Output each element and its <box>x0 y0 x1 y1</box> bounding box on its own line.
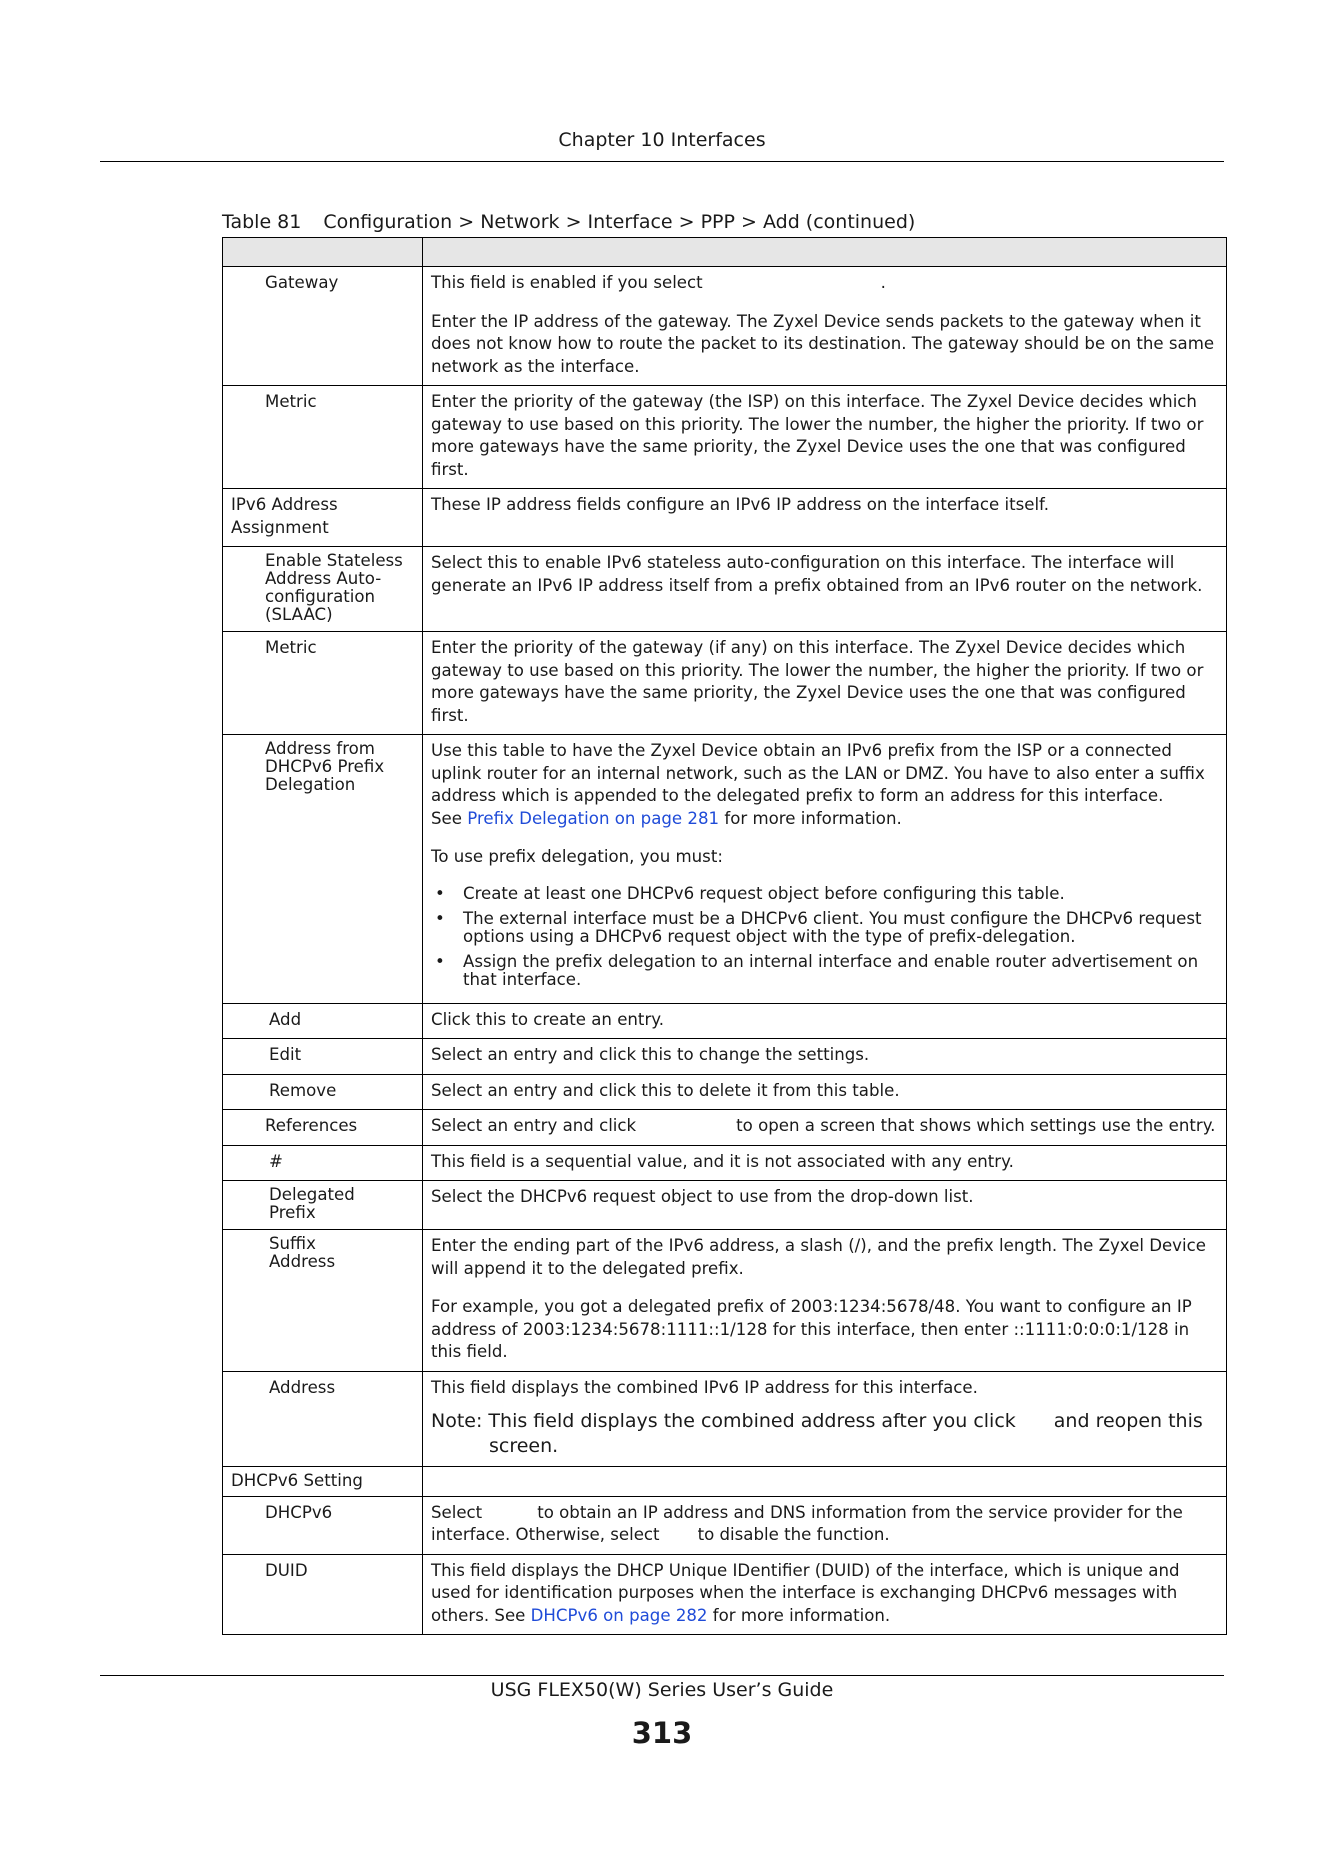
row-description <box>423 267 1227 386</box>
row-description <box>423 489 1227 547</box>
desc-text: See <box>494 1605 526 1625</box>
row-description <box>423 1230 1227 1372</box>
prefix-delegation-link[interactable]: Prefix Delegation on page 281 <box>467 808 720 828</box>
desc-text: Select an entry and click <box>431 1116 637 1135</box>
row-description: Click this to create an entry. <box>423 1003 1227 1039</box>
table-row <box>223 1371 1227 1467</box>
page-number: 313 <box>631 1716 693 1750</box>
table-title: Configuration > Network > Interface > PPP > Add (continued) <box>323 211 916 233</box>
row-label: Address from DHCPv6 Prefix Delegation <box>223 735 423 1004</box>
desc-text: for more information. <box>712 1605 891 1625</box>
desc-text: See <box>431 808 462 828</box>
row-description <box>423 1371 1227 1467</box>
row-label: Metric <box>223 386 423 489</box>
row-label: DHCPv6 Setting <box>223 1467 423 1497</box>
row-description <box>423 632 1227 735</box>
row-label: DHCPv6 <box>223 1496 423 1554</box>
row-description <box>423 1554 1227 1635</box>
note-box <box>431 1409 1218 1459</box>
row-description <box>423 735 1227 1004</box>
desc-text: . <box>880 273 886 292</box>
note-text: and reopen this <box>1053 1410 1203 1432</box>
desc-text: to disable the function. <box>697 1525 890 1544</box>
desc-text: Select this to enable IPv6 stateless auto-configuration on this interface. The interface will generate an IPv6 IP address itself from a prefix obtained from an IPv6 router on the network. <box>431 553 1203 595</box>
list-item: • Assign the prefix delegation to an internal interface and enable router advertisement on that interface. <box>463 953 1218 989</box>
row-label: IPv6 Address Assignment <box>223 489 423 547</box>
table-row <box>223 735 1227 1004</box>
table-row <box>223 1110 1227 1146</box>
row-description: Select an entry and click this to change the settings. <box>423 1039 1227 1075</box>
reference-table <box>222 237 1227 1635</box>
dhcpv6-link[interactable]: DHCPv6 on page 282 <box>530 1605 708 1625</box>
desc-text: These IP address fields configure an IPv6 IP address on the interface itself. <box>431 495 1049 514</box>
row-label: Metric <box>223 632 423 735</box>
row-description: Select an entry and click this to delete it from this table. <box>423 1074 1227 1110</box>
table-row <box>223 1145 1227 1181</box>
chapter-title: Chapter 10 Interfaces <box>558 129 766 151</box>
list-item: • Create at least one DHCPv6 request object before configuring this table. <box>463 885 1218 903</box>
desc-text: Select <box>431 1502 483 1522</box>
row-label <box>223 1230 423 1372</box>
desc-text: This field is enabled if you select <box>431 273 703 292</box>
table-row <box>223 1496 1227 1554</box>
desc-text: This field displays the DHCP Unique IDentifier (DUID) of the interface, which is unique and used for identification purposes when the interface is exchanging DHCPv6 messages with others. <box>431 1560 1180 1625</box>
row-description: Select the DHCPv6 request object to use from the drop-down list. <box>423 1181 1227 1230</box>
row-description <box>423 386 1227 489</box>
row-label: Gateway <box>223 267 423 386</box>
row-label: # <box>223 1145 423 1181</box>
row-description <box>423 1496 1227 1554</box>
table-row <box>223 1230 1227 1372</box>
row-label: Enable Stateless Address Auto-configuration (SLAAC) <box>223 547 423 632</box>
desc-text: This field displays the combined IPv6 IP address for this interface. <box>431 1377 978 1397</box>
table-header-row <box>223 238 1227 267</box>
desc-text: to open a screen that shows which settings use the entry. <box>736 1116 1216 1135</box>
row-description <box>423 1467 1227 1497</box>
row-label-text: Suffix Address <box>269 1234 336 1271</box>
desc-text: Enter the IP address of the gateway. The Zyxel Device sends packets to the gateway when it does not know how to route the packet to its destination. The gateway should be on the same network as the interface. <box>431 311 1215 376</box>
header-cell-description <box>423 238 1227 267</box>
table-row <box>223 1181 1227 1230</box>
table-row <box>223 1003 1227 1039</box>
row-label-text: Delegated Prefix <box>269 1185 355 1222</box>
desc-text: for more information. <box>724 808 902 828</box>
row-description: This field is a sequential value, and it is not associated with any entry. <box>423 1145 1227 1181</box>
row-label: Remove <box>223 1074 423 1110</box>
row-label <box>223 1181 423 1230</box>
table-row <box>223 547 1227 632</box>
row-description <box>423 547 1227 632</box>
row-label: Edit <box>223 1039 423 1075</box>
table-row <box>223 1074 1227 1110</box>
table-row <box>223 267 1227 386</box>
row-description <box>423 1110 1227 1146</box>
table-row <box>223 1039 1227 1075</box>
desc-text: For example, you got a delegated prefix of 2003:1234:5678/48. You want to configure an IP address of 2003:1234:5678:1111::1/128 for this interface, then enter ::1111:0:0:0:1/128 in this field. <box>431 1297 1192 1361</box>
table-number: Table 81 <box>222 211 302 233</box>
table-row <box>223 1554 1227 1635</box>
desc-text: Enter the ending part of the IPv6 address, a slash (/), and the prefix length. The Zyxel Device will append it to the delegated prefix. <box>431 1236 1206 1278</box>
footer-rule <box>100 1675 1224 1676</box>
bullet-list <box>431 885 1218 989</box>
row-label: Add <box>223 1003 423 1039</box>
desc-text: Enter the priority of the gateway (the ISP) on this interface. The Zyxel Device decides which gateway to use based on this priority. The lower the number, the higher the priority. If two or more gateways have the same priority, the Zyxel Device uses the one that was configured first. <box>431 392 1204 479</box>
row-label: Address <box>223 1371 423 1467</box>
header-rule <box>100 161 1224 162</box>
list-item: • The external interface must be a DHCPv6 client. You must configure the DHCPv6 request options using a DHCPv6 request object with the type of prefix-delegation. <box>463 910 1218 946</box>
table-row <box>223 489 1227 547</box>
note-text: screen. <box>489 1435 559 1457</box>
note-text: Note: This field displays the combined address after you click <box>431 1410 1016 1432</box>
desc-text: Enter the priority of the gateway (if any) on this interface. The Zyxel Device decides which gateway to use based on this priority. The lower the number, the higher the priority. If two or more gateways have the same priority, the Zyxel Device uses the one that was configured first. <box>431 638 1204 725</box>
guide-title: USG FLEX50(W) Series User’s Guide <box>490 1679 834 1701</box>
desc-text: to obtain an IP address and DNS information from the service provider for the interface. Otherwise, select <box>431 1502 1183 1544</box>
table-caption <box>222 211 915 233</box>
table-row <box>223 386 1227 489</box>
header-cell-label <box>223 238 423 267</box>
row-label: DUID <box>223 1554 423 1635</box>
desc-text: To use prefix delegation, you must: <box>431 847 723 866</box>
table-row <box>223 1467 1227 1497</box>
row-label: References <box>223 1110 423 1146</box>
desc-text: Use this table to have the Zyxel Device obtain an IPv6 prefix from the ISP or a connected uplink router for an internal network, such as the LAN or DMZ. You have to also enter a suffix address which is appended to the delegated prefix to form an address for this interface. <box>431 741 1205 805</box>
table-row <box>223 632 1227 735</box>
